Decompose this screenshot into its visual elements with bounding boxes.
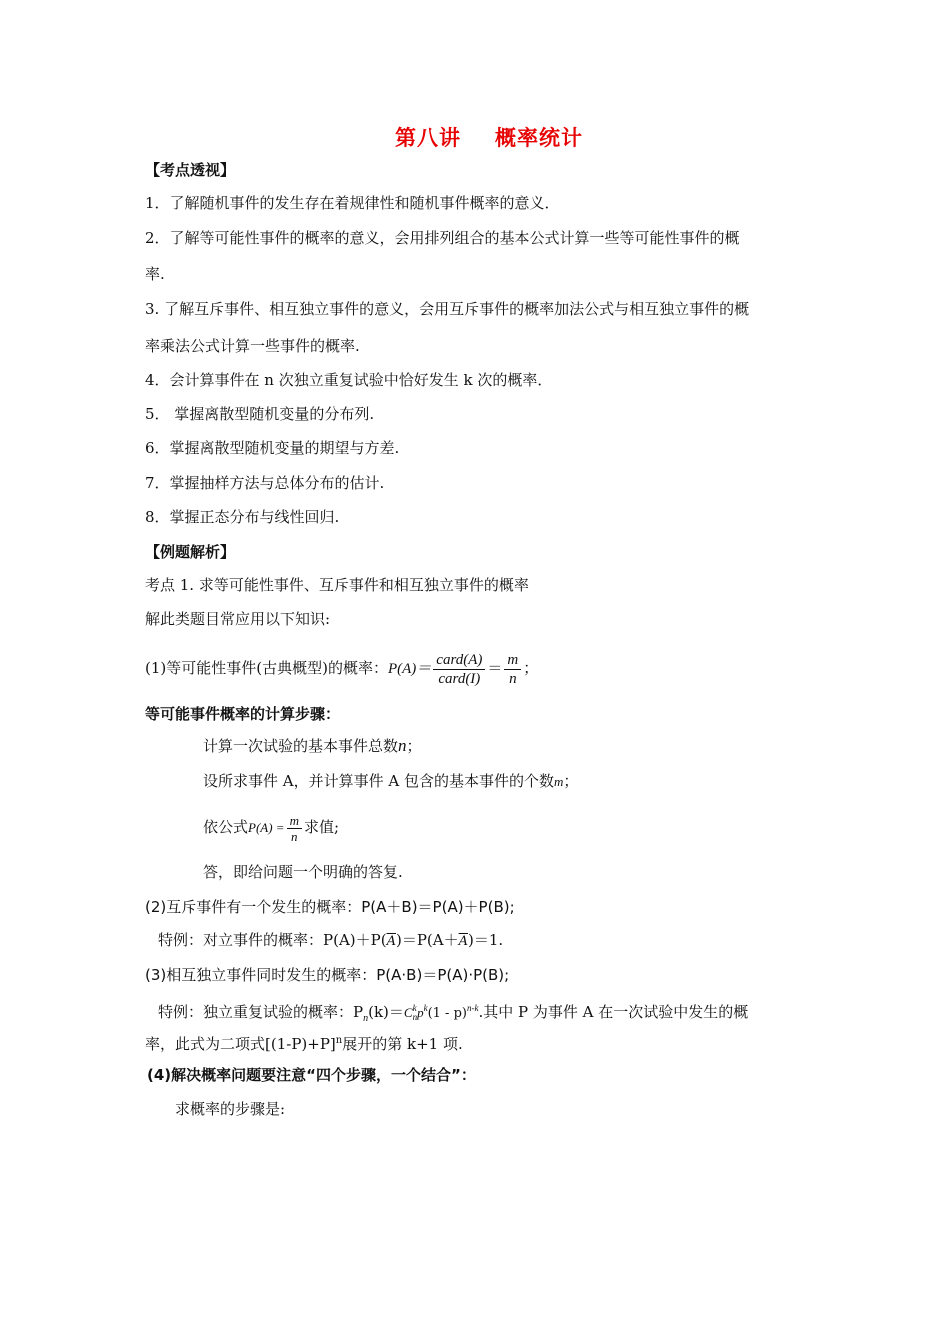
section-heading-examples: 【例题解析】 <box>145 543 236 561</box>
four-steps-heading: (4)解决概率问题要注意“四个步骤，一个结合”： <box>147 1066 476 1084</box>
formula-mutually-exclusive: (2)互斥事件有一个发生的概率：P(A＋B)＝P(A)＋P(B); <box>145 898 515 916</box>
title-lecture: 第八讲 <box>395 126 461 150</box>
fraction-m-over-n-2: $\frac{m}{n}$ <box>287 813 302 844</box>
fraction-m-over-n: $\frac{m}{n}$ <box>504 651 521 688</box>
section-heading-key-points: 【考点透视】 <box>145 161 236 179</box>
formula-classical-probability: (1)等可能性事件(古典概型)的概率：P(A)＝ $\frac{\text{card(A)}}{\text{card(I)}}$ ＝ $\frac{m}{n}$ ； <box>145 651 539 687</box>
kaodian-1: 考点 1. 求等可能性事件、互斥事件和相互独立事件的概率 <box>145 576 529 594</box>
formula-bernoulli-cont: 率，此式为二项式$[(1-P)+P]^n$展开的第 k+1 项. <box>145 1035 463 1053</box>
formula-complement: 特例：对立事件的概率：$P(A)+P(\overline{A})=P(A+\overline{A})=1$. <box>158 931 504 949</box>
page-title <box>0 122 950 152</box>
item-8: 8．掌握正态分布与线性回归. <box>145 508 340 526</box>
item-4: 4．会计算事件在 n 次独立重复试验中恰好发生 k 次的概率． <box>145 371 553 389</box>
item-3-cont: 率乘法公式计算一些事件的概率. <box>145 337 360 355</box>
formula-independent: (3)相互独立事件同时发生的概率：P(A·B)＝P(A)·P(B); <box>145 966 510 984</box>
item-6: 6．掌握离散型随机变量的期望与方差. <box>145 439 400 457</box>
step-4: 答，即给问题一个明确的答复. <box>203 863 403 881</box>
intro-text: 解此类题目常应用以下知识: <box>145 610 331 628</box>
steps-heading: 等可能事件概率的计算步骤： <box>145 705 341 723</box>
item-2-cont: 率. <box>145 265 165 283</box>
step-1: 计算一次试验的基本事件总数n； <box>203 736 422 755</box>
step-2: 设所求事件 A，并计算事件 A 包含的基本事件的个数m； <box>203 772 579 790</box>
formula-bernoulli: 特例：独立重复试验的概率：$P_n(k)=C$ k n $p^k(1 - p)^{n-k}$.其中 P 为事件 A 在一次试验中发生的概 <box>158 1003 749 1024</box>
item-3: 3. 了解互斥事件、相互独立事件的意义，会用互斥事件的概率加法公式与相互独立事件的概 <box>145 300 750 318</box>
item-5: 5． 掌握离散型随机变量的分布列. <box>145 405 375 423</box>
item-7: 7．掌握抽样方法与总体分布的估计. <box>145 474 385 492</box>
item-1: 1．了解随机事件的发生存在着规律性和随机事件概率的意义． <box>145 194 560 212</box>
item-2: 2．了解等可能性事件的概率的意义，会用排列组合的基本公式计算一些等可能性事件的概 <box>145 229 740 247</box>
steps-intro: 求概率的步骤是: <box>175 1100 286 1118</box>
step-3: 依公式P(A) = $\frac{m}{n}$ 求值; <box>203 812 340 844</box>
title-topic: 概率统计 <box>495 126 583 150</box>
fraction-card: $\frac{\text{card(A)}}{\text{card(I)}}$ <box>433 651 485 688</box>
